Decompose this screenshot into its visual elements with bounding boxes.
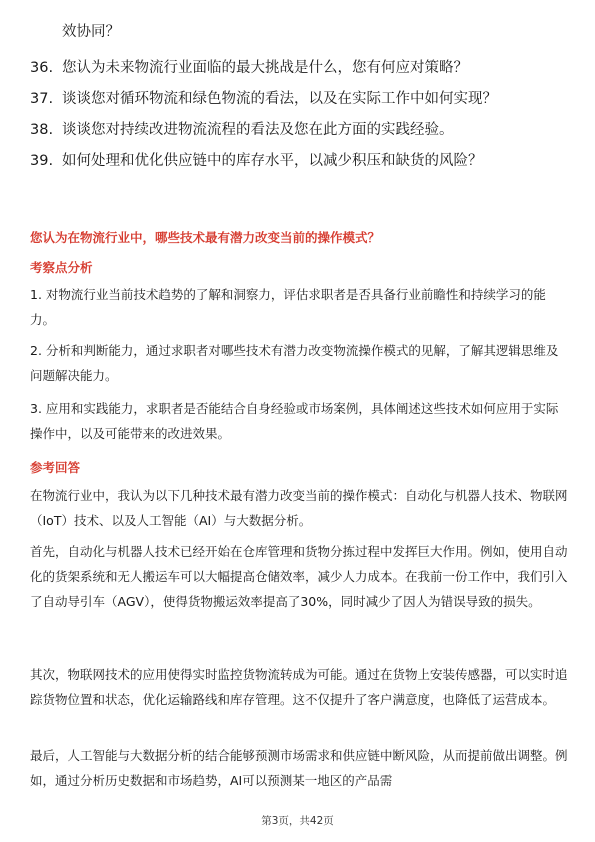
answer-paragraph: 首先，自动化与机器人技术已经开始在仓库管理和货物分拣过程中发挥巨大作用。例如，使用自动化的货架系统和无人搬运车可以大幅提高仓储效率，减少人力成本。在我前一份工作中，我们引入了自动导引车（AGV），使得货物搬运效率提高了30%，同时减少了因人为错误导致的损失。 xyxy=(30,544,568,609)
question-list xyxy=(0,56,595,180)
question-continuation: 效协同？ xyxy=(62,24,120,40)
answer-paragraph: 其次，物联网技术的应用使得实时监控货物流转成为可能。通过在货物上安装传感器，可以实时追踪货物位置和状态，优化运输路线和库存管理。这不仅提升了客户满意度，也降低了运营成本。 xyxy=(30,667,568,707)
analysis-point: 3. 应用和实践能力，求职者是否能结合自身经验或市场案例，具体阐述这些技术如何应用于实际操作中，以及可能带来的改进效果。 xyxy=(30,401,559,441)
analysis-point: 1. 对物流行业当前技术趋势的了解和洞察力，评估求职者是否具备行业前瞻性和持续学习的能力。 xyxy=(30,287,546,327)
question-number: 38. xyxy=(30,122,54,138)
question-text: 谈谈您对循环物流和绿色物流的看法，以及在实际工作中如何实现？ xyxy=(62,91,497,107)
featured-question: 您认为在物流行业中，哪些技术最有潜力改变当前的操作模式？ xyxy=(30,230,381,245)
list-item xyxy=(0,149,595,173)
question-number: 37. xyxy=(30,91,54,107)
question-text: 如何处理和优化供应链中的库存水平，以减少积压和缺货的风险？ xyxy=(62,153,483,169)
answer-paragraph: 最后，人工智能与大数据分析的结合能够预测市场需求和供应链中断风险，从而提前做出调整。例如，通过分析历史数据和市场趋势，AI可以预测某一地区的产品需 xyxy=(30,748,568,788)
page-footer: 第3页，共42页 xyxy=(261,815,334,827)
question-text: 您认为未来物流行业面临的最大挑战是什么，您有何应对策略？ xyxy=(62,60,468,76)
analysis-title: 考察点分析 xyxy=(30,260,93,275)
answer-paragraph: 在物流行业中，我认为以下几种技术最有潜力改变当前的操作模式：自动化与机器人技术、物联网（IoT）技术、以及人工智能（AI）与大数据分析。 xyxy=(30,488,568,528)
question-number: 36. xyxy=(30,60,54,76)
answer-title: 参考回答 xyxy=(30,460,81,475)
analysis-point: 2. 分析和判断能力，通过求职者对哪些技术有潜力改变物流操作模式的见解，了解其逻辑思维及问题解决能力。 xyxy=(30,343,559,383)
list-item xyxy=(0,56,595,80)
list-item xyxy=(0,87,595,111)
question-number: 39. xyxy=(30,153,54,169)
question-text: 谈谈您对持续改进物流流程的看法及您在此方面的实践经验。 xyxy=(62,122,454,138)
list-item xyxy=(0,118,595,142)
